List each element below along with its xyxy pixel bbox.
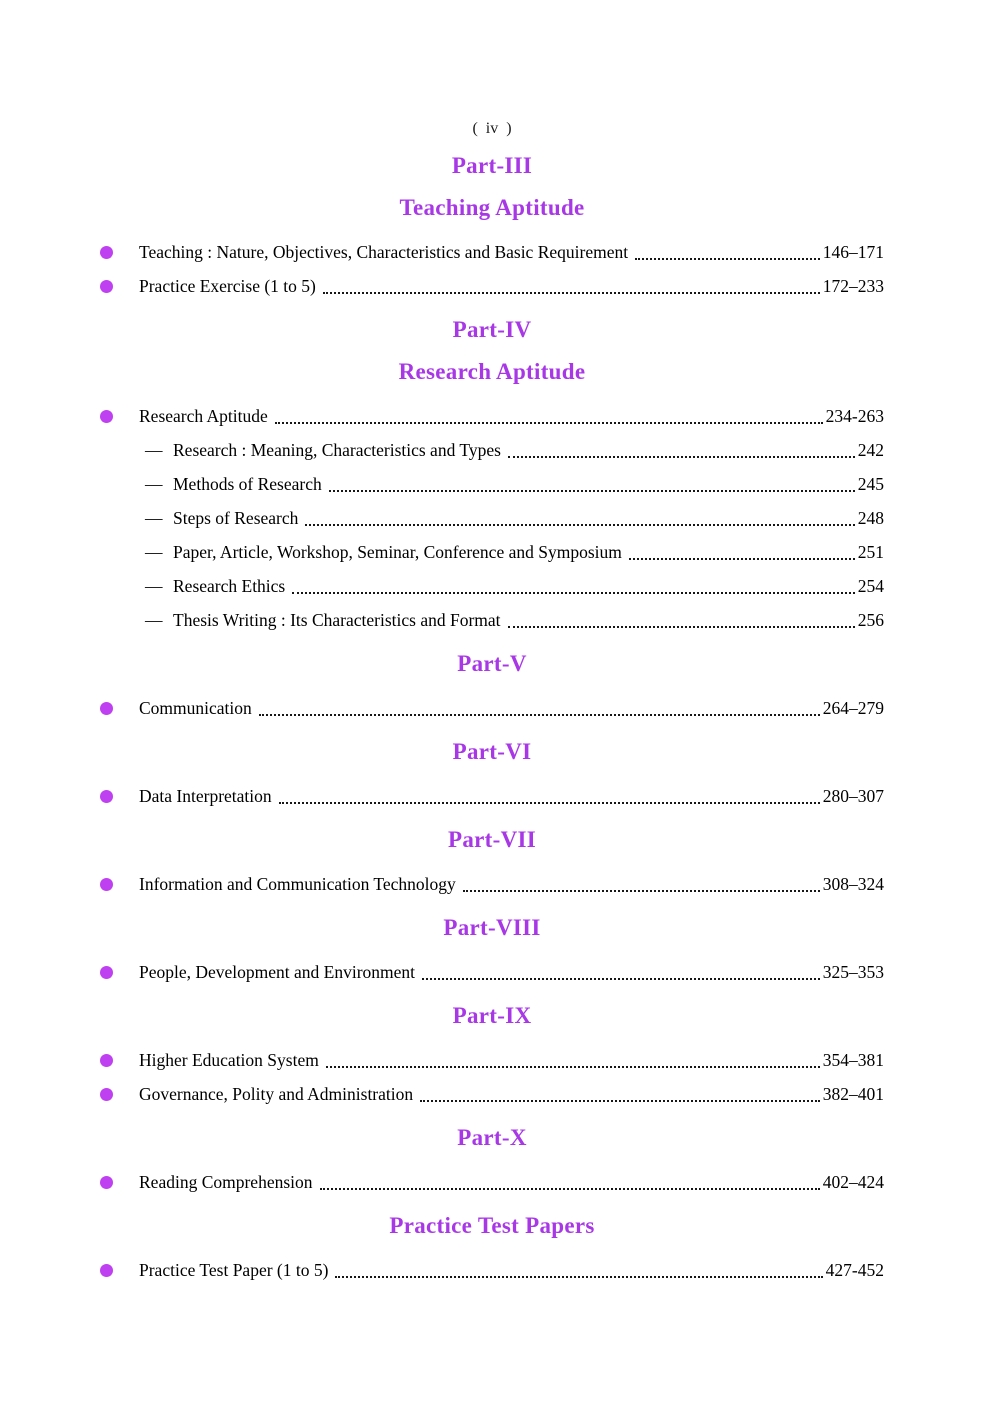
page-range: 245 [857, 474, 884, 494]
part-title: Part-IV [452, 317, 532, 342]
dot-leader [463, 890, 820, 892]
toc-entry [100, 569, 884, 603]
dash-marker-icon: — [145, 542, 163, 562]
toc-sections [100, 151, 884, 1287]
part-title: Part-VII [448, 827, 536, 852]
entry-label: Reading Comprehension [139, 1172, 313, 1192]
part-subtitle: Teaching Aptitude [399, 195, 585, 220]
page-range: 254 [857, 576, 884, 596]
bullet-marker-icon [100, 966, 113, 979]
bullet-marker-icon [100, 790, 113, 803]
entry-label: Data Interpretation [139, 786, 272, 806]
part-title: Part-IX [452, 1003, 532, 1028]
dot-leader [335, 1276, 822, 1278]
toc-list [100, 1165, 884, 1199]
part-title: Part-VI [452, 739, 532, 764]
page-range: 325–353 [822, 962, 884, 982]
toc-list [100, 955, 884, 989]
entry-label: Higher Education System [139, 1050, 319, 1070]
toc-entry [100, 955, 884, 989]
toc-entry [100, 467, 884, 501]
page-range: 382–401 [822, 1084, 884, 1104]
page-range: 427-452 [825, 1260, 884, 1280]
page-range: 251 [857, 542, 884, 562]
dash-marker-icon: — [145, 474, 163, 494]
toc-entry [100, 779, 884, 813]
entry-label: Information and Communication Technology [139, 874, 456, 894]
toc-list [100, 235, 884, 303]
bullet-marker-icon [100, 1264, 113, 1277]
entry-label: Steps of Research [173, 508, 299, 528]
toc-list [100, 399, 884, 637]
entry-label: Teaching : Nature, Objectives, Characteristics and Basic Requirement [139, 242, 629, 262]
entry-label: People, Development and Environment [139, 962, 416, 982]
bullet-marker-icon [100, 1176, 113, 1189]
toc-list [100, 779, 884, 813]
page-range: 264–279 [822, 698, 884, 718]
page-range: 256 [857, 610, 884, 630]
toc-entry [100, 691, 884, 725]
toc-list [100, 867, 884, 901]
toc-entry [100, 269, 884, 303]
dot-leader [323, 292, 820, 294]
toc-entry [100, 1253, 884, 1287]
part-title: Practice Test Papers [389, 1213, 595, 1238]
dot-leader [508, 456, 855, 458]
entry-label: Methods of Research [173, 474, 322, 494]
toc-entry [100, 1043, 884, 1077]
bullet-marker-icon [100, 280, 113, 293]
toc-list [100, 1043, 884, 1111]
bullet-marker-icon [100, 702, 113, 715]
toc-entry [100, 433, 884, 467]
entry-label: Practice Test Paper (1 to 5) [139, 1260, 329, 1280]
dot-leader [420, 1100, 820, 1102]
page-range: 242 [857, 440, 884, 460]
page-range: 308–324 [822, 874, 884, 894]
page-range: 146–171 [822, 242, 884, 262]
page-range: 402–424 [822, 1172, 884, 1192]
entry-label: Research : Meaning, Characteristics and Types [173, 440, 501, 460]
part-title: Part-X [457, 1125, 527, 1150]
toc-entry [100, 1077, 884, 1111]
dot-leader [320, 1188, 820, 1190]
page-folio: ( iv ) [472, 120, 512, 137]
entry-label: Paper, Article, Workshop, Seminar, Conference and Symposium [173, 542, 622, 562]
bullet-marker-icon [100, 1054, 113, 1067]
page-range: 234-263 [825, 406, 884, 426]
dot-leader [629, 558, 855, 560]
dot-leader [275, 422, 823, 424]
entry-label: Research Ethics [173, 576, 286, 596]
toc-entry [100, 399, 884, 433]
part-title: Part-VIII [443, 915, 541, 940]
toc-entry [100, 867, 884, 901]
dot-leader [279, 802, 820, 804]
bullet-marker-icon [100, 878, 113, 891]
dash-marker-icon: — [145, 610, 163, 630]
dot-leader [326, 1066, 820, 1068]
toc-entry [100, 501, 884, 535]
toc-entry [100, 235, 884, 269]
toc-entry [100, 1165, 884, 1199]
page-range: 280–307 [822, 786, 884, 806]
dot-leader [259, 714, 820, 716]
dash-marker-icon: — [145, 576, 163, 596]
dot-leader [292, 592, 855, 594]
toc-entry [100, 535, 884, 569]
part-title: Part-III [451, 153, 533, 178]
entry-label: Practice Exercise (1 to 5) [139, 276, 316, 296]
entry-label: Thesis Writing : Its Characteristics and Format [173, 610, 501, 630]
bullet-marker-icon [100, 246, 113, 259]
dash-marker-icon: — [145, 508, 163, 528]
bullet-marker-icon [100, 410, 113, 423]
part-title: Part-V [457, 651, 527, 676]
dot-leader [422, 978, 820, 980]
entry-label: Research Aptitude [139, 406, 268, 426]
toc-list [100, 691, 884, 725]
dash-marker-icon: — [145, 440, 163, 460]
part-subtitle: Research Aptitude [398, 359, 586, 384]
toc-entry [100, 603, 884, 637]
entry-label: Governance, Polity and Administration [139, 1084, 414, 1104]
dot-leader [635, 258, 820, 260]
page-range: 354–381 [822, 1050, 884, 1070]
dot-leader [508, 626, 855, 628]
toc-list [100, 1253, 884, 1287]
page-range: 172–233 [822, 276, 884, 296]
bullet-marker-icon [100, 1088, 113, 1101]
page-range: 248 [857, 508, 884, 528]
dot-leader [329, 490, 855, 492]
entry-label: Communication [139, 698, 252, 718]
dot-leader [305, 524, 854, 526]
